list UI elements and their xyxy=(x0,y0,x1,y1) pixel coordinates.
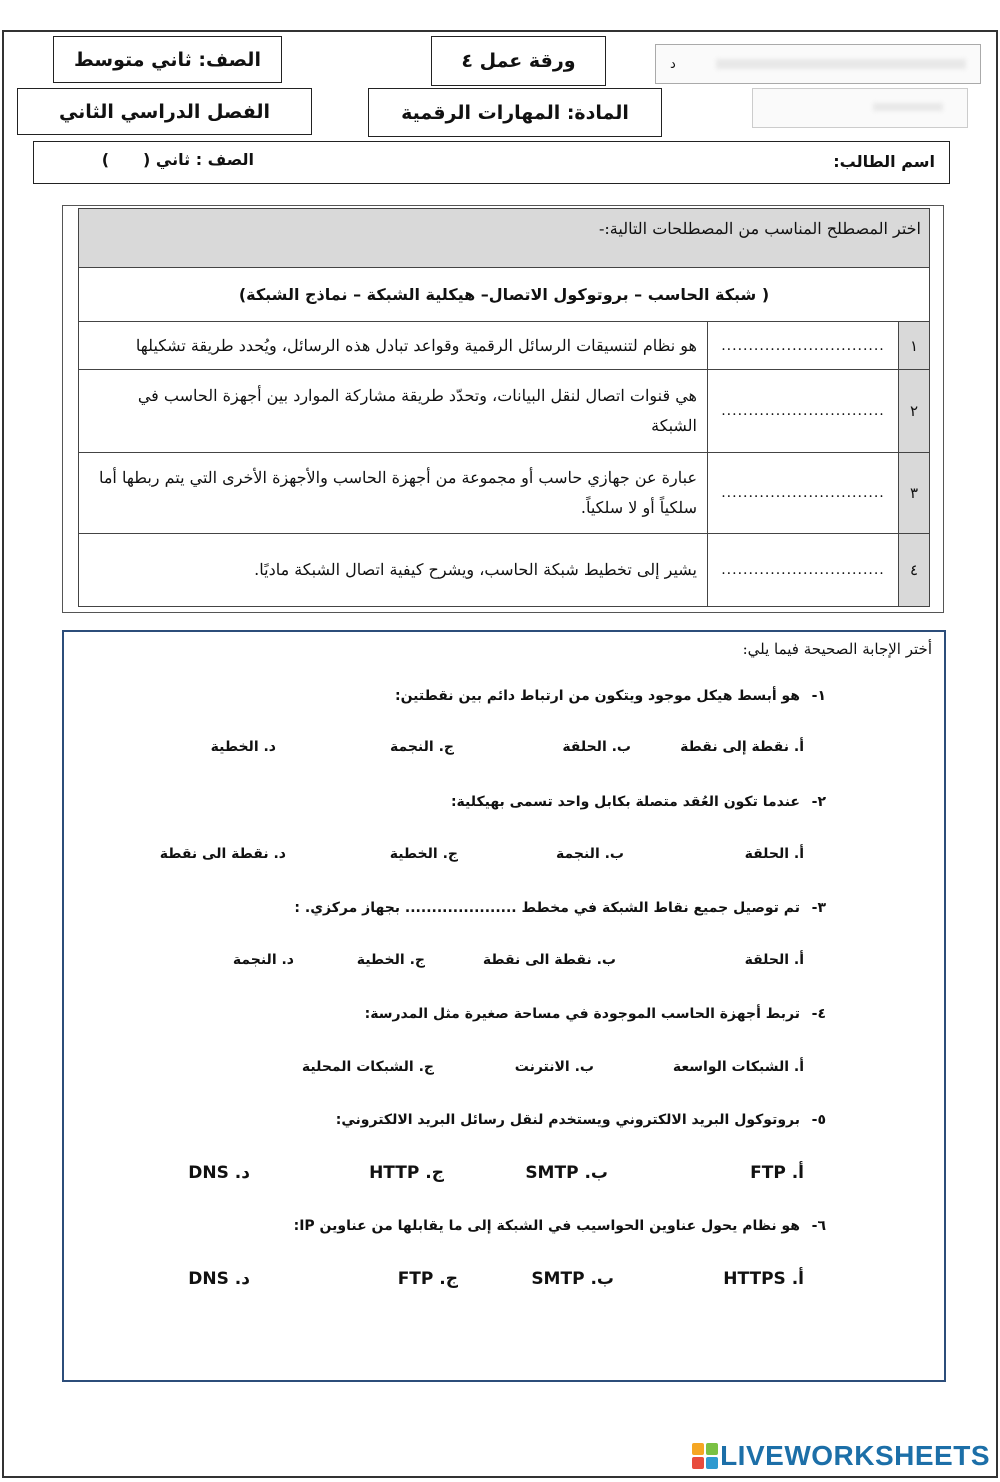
definition-text: يشير إلى تخطيط شبكة الحاسب، ويشرح كيفية اتصال الشبكة ماديًا. xyxy=(79,534,708,607)
row-number: ٤ xyxy=(899,534,930,607)
option-d[interactable]: د. النجمة xyxy=(232,952,294,968)
question-text: بروتوكول البريد الالكتروني ويستخدم لنقل رسائل البريد الالكتروني: xyxy=(335,1112,800,1128)
logo-square xyxy=(692,1457,704,1469)
semester-box xyxy=(17,88,312,135)
subject-title: المادة: المهارات الرقمية xyxy=(401,101,629,124)
question-number: ٥- xyxy=(811,1112,826,1128)
logo-square xyxy=(706,1457,718,1469)
mcq-instruction: أختر الإجابة الصحيحة فيما يلي: xyxy=(742,640,932,658)
option-a[interactable]: أ. الشبكات الواسعة xyxy=(672,1059,804,1075)
table-row xyxy=(79,453,930,534)
answer-blank[interactable]: .............................. xyxy=(708,370,899,453)
option-c[interactable]: ج. HTTP xyxy=(369,1163,444,1183)
redacted-school-info xyxy=(752,88,968,128)
question-text: تم توصيل جميع نقاط الشبكة في مخطط ..................... بجهاز مركزي. : xyxy=(294,900,800,916)
row-number: ٢ xyxy=(899,370,930,453)
table-row xyxy=(79,534,930,607)
row-number: ١ xyxy=(899,322,930,370)
student-class-close: ) xyxy=(101,150,110,169)
question-number: ٦- xyxy=(811,1218,826,1234)
option-a[interactable]: أ. الحلقة xyxy=(744,952,804,968)
logo-icon xyxy=(692,1443,718,1469)
table-row xyxy=(79,322,930,370)
option-a[interactable]: أ. الحلقة xyxy=(744,846,804,862)
question-text: عندما تكون العُقد متصلة بكابل واحد تسمى بهيكلية: xyxy=(450,794,800,810)
liveworksheets-logo[interactable] xyxy=(692,1440,990,1472)
redacted-mark: د xyxy=(670,57,676,72)
answer-blank[interactable]: .............................. xyxy=(708,534,899,607)
mcq-section xyxy=(62,630,946,1382)
terms-section xyxy=(62,205,944,613)
question-number: ١- xyxy=(811,688,826,704)
option-d[interactable]: د. DNS xyxy=(188,1163,250,1183)
student-info-row xyxy=(33,141,950,184)
definition-text: هو نظام لتنسيقات الرسائل الرقمية وقواعد تبادل هذه الرسائل، ويُحدد طريقة تشكيلها xyxy=(79,322,708,370)
question-number: ٣- xyxy=(811,900,826,916)
terms-instruction: اختر المصطلح المناسب من المصطلحات التالية:- xyxy=(79,209,930,268)
definition-text: عبارة عن جهازي حاسب أو مجموعة من أجهزة الحاسب والأجهزة الأخرى التي يتم ربطها أما سلكياً أو لا سلكياً. xyxy=(79,453,708,534)
question-text: هو نظام يحول عناوين الحواسيب في الشبكة إلى ما يقابلها من عناوين IP: xyxy=(293,1218,800,1234)
answer-blank[interactable]: .............................. xyxy=(708,453,899,534)
definition-text: هي قنوات اتصال لنقل البيانات، وتحدّد طريقة مشاركة الموارد بين أجهزة الحاسب في الشبكة xyxy=(79,370,708,453)
logo-square xyxy=(692,1443,704,1455)
question-text: هو أبسط هيكل موجود ويتكون من ارتباط دائم بين نقطتين: xyxy=(394,688,800,704)
subject-box xyxy=(368,88,662,137)
question-number: ٢- xyxy=(811,794,826,810)
option-c[interactable]: ج. النجمة xyxy=(389,739,454,755)
semester-title: الفصل الدراسي الثاني xyxy=(58,100,271,123)
option-d[interactable]: د. نقطة الى نقطة xyxy=(159,846,286,862)
option-a[interactable]: أ. نقطة إلى نقطة xyxy=(680,739,804,755)
logo-text: LIVEWORKSHEETS xyxy=(720,1440,990,1471)
question-number: ٤- xyxy=(811,1006,826,1022)
option-d[interactable]: د. DNS xyxy=(188,1269,250,1289)
student-name-label: اسم الطالب: xyxy=(833,152,935,171)
option-b[interactable]: ب. الحلقة xyxy=(562,739,631,755)
option-d[interactable]: د. الخطية xyxy=(210,739,276,755)
student-class-field[interactable] xyxy=(102,150,254,169)
worksheet-box xyxy=(431,36,606,86)
option-b[interactable]: ب. النجمة xyxy=(556,846,624,862)
answer-blank[interactable]: .............................. xyxy=(708,322,899,370)
option-c[interactable]: ج. الخطية xyxy=(356,952,425,968)
option-b[interactable]: ب. SMTP xyxy=(525,1163,608,1183)
student-class-label: الصف : ثاني ( xyxy=(143,150,254,169)
option-c[interactable]: ج. الخطية xyxy=(389,846,458,862)
class-title: الصف: ثاني متوسط xyxy=(74,48,261,71)
option-a[interactable]: أ. HTTPS xyxy=(723,1269,804,1289)
question-text: تربط أجهزة الحاسب الموجودة في مساحة صغيرة مثل المدرسة: xyxy=(364,1006,800,1022)
option-b[interactable]: ب. نقطة الى نقطة xyxy=(482,952,616,968)
table-row xyxy=(79,370,930,453)
option-b[interactable]: ب. SMTP xyxy=(531,1269,614,1289)
option-c[interactable]: ج. FTP xyxy=(397,1269,458,1289)
terms-table xyxy=(78,208,930,607)
logo-square xyxy=(706,1443,718,1455)
option-b[interactable]: ب. الانترنت xyxy=(514,1059,594,1075)
terms-list: ( شبكة الحاسب – بروتوكول الاتصال– هيكلية الشبكة – نماذج الشبكة) xyxy=(79,268,930,322)
row-number: ٣ xyxy=(899,453,930,534)
option-c[interactable]: ج. الشبكات المحلية xyxy=(301,1059,434,1075)
worksheet-title: ورقة عمل ٤ xyxy=(461,50,576,72)
class-box xyxy=(53,36,282,83)
option-a[interactable]: أ. FTP xyxy=(750,1163,804,1183)
redacted-school-name xyxy=(655,44,981,84)
